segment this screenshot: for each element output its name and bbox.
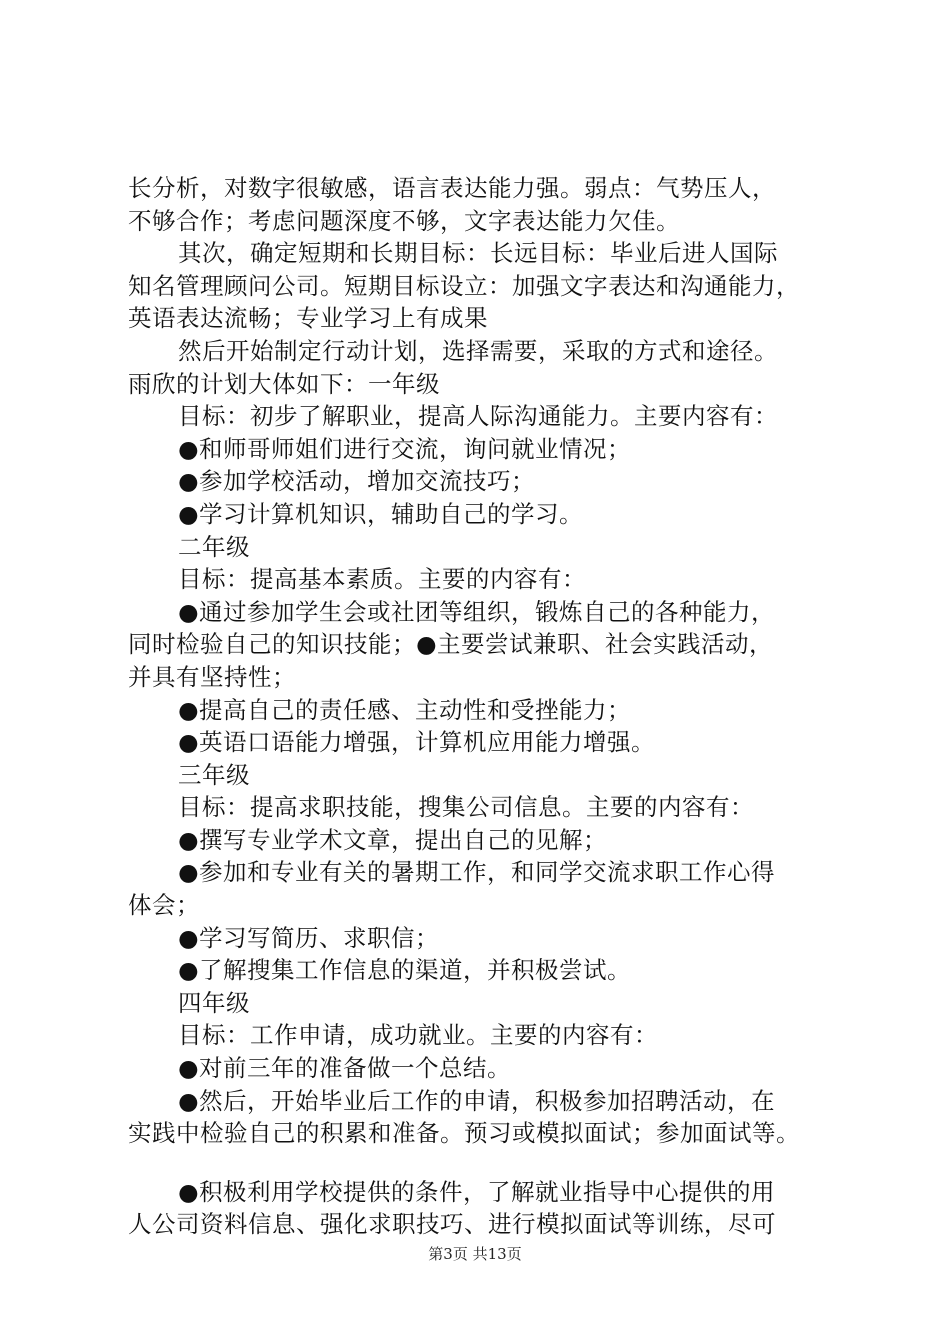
text-line: 体会； [128, 891, 200, 920]
text-line: 目标：提高基本素质。主要的内容有： [178, 565, 586, 594]
text-line: 并具有坚持性； [128, 662, 296, 691]
document-body [128, 172, 840, 1241]
text-line: 实践中检验自己的积累和准备。预习或模拟面试；参加面试等。 [128, 1119, 800, 1148]
text-line: 人公司资料信息、强化求职技巧、进行模拟面试等训练，尽可 [128, 1210, 776, 1239]
text-line: 其次，确定短期和长期目标：长远目标：毕业后进人国际 [178, 239, 778, 268]
text-line: 目标：工作申请，成功就业。主要的内容有： [178, 1021, 658, 1050]
text-line: 三年级 [178, 760, 250, 789]
text-line: 雨欣的计划大体如下：一年级 [128, 369, 440, 398]
text-line: ●和师哥师姐们进行交流，询问就业情况； [178, 434, 632, 463]
text-line: ●然后，开始毕业后工作的申请，积极参加招聘活动，在 [178, 1086, 776, 1115]
text-line: 知名管理顾问公司。短期目标设立：加强文字表达和沟通能力， [128, 271, 800, 300]
text-line: ●了解搜集工作信息的渠道，并积极尝试。 [178, 956, 632, 985]
text-line: ●学习写简历、求职信； [178, 923, 440, 952]
text-line: 长分析，对数字很敏感，语言表达能力强。弱点：气势压人， [128, 174, 776, 202]
text-line: 同时检验自己的知识技能；●主要尝试兼职、社会实践活动， [128, 630, 774, 659]
text-line: 目标：提高求职技能，搜集公司信息。主要的内容有： [178, 793, 754, 822]
text-line: 不够合作；考虑问题深度不够，文字表达能力欠佳。 [128, 206, 680, 235]
text-line: ●参加学校活动，增加交流技巧； [178, 467, 536, 496]
text-line: ●英语口语能力增强，计算机应用能力增强。 [178, 728, 656, 757]
text-line: ●积极利用学校提供的条件，了解就业指导中心提供的用 [178, 1177, 776, 1206]
text-line: ●撰写专业学术文章，提出自己的见解； [178, 825, 608, 854]
page-footer: 第3页 共13页 [428, 1245, 522, 1263]
text-line: ●提高自己的责任感、主动性和受挫能力； [178, 695, 632, 724]
text-line: ●通过参加学生会或社团等组织，锻炼自己的各种能力， [178, 597, 776, 626]
paragraph-gap [128, 1150, 840, 1176]
text-line: ●参加和专业有关的暑期工作，和同学交流求职工作心得 [178, 858, 776, 887]
text-line: ●对前三年的准备做一个总结。 [178, 1054, 512, 1083]
text-line: 英语表达流畅；专业学习上有成果 [128, 304, 488, 333]
text-line: ●学习计算机知识，辅助自己的学习。 [178, 499, 584, 528]
text-line: 目标：初步了解职业，提高人际沟通能力。主要内容有： [178, 402, 778, 431]
text-line: 二年级 [178, 532, 250, 561]
text-line: 四年级 [178, 988, 250, 1017]
text-line: 然后开始制定行动计划，选择需要，采取的方式和途径。 [178, 336, 778, 365]
